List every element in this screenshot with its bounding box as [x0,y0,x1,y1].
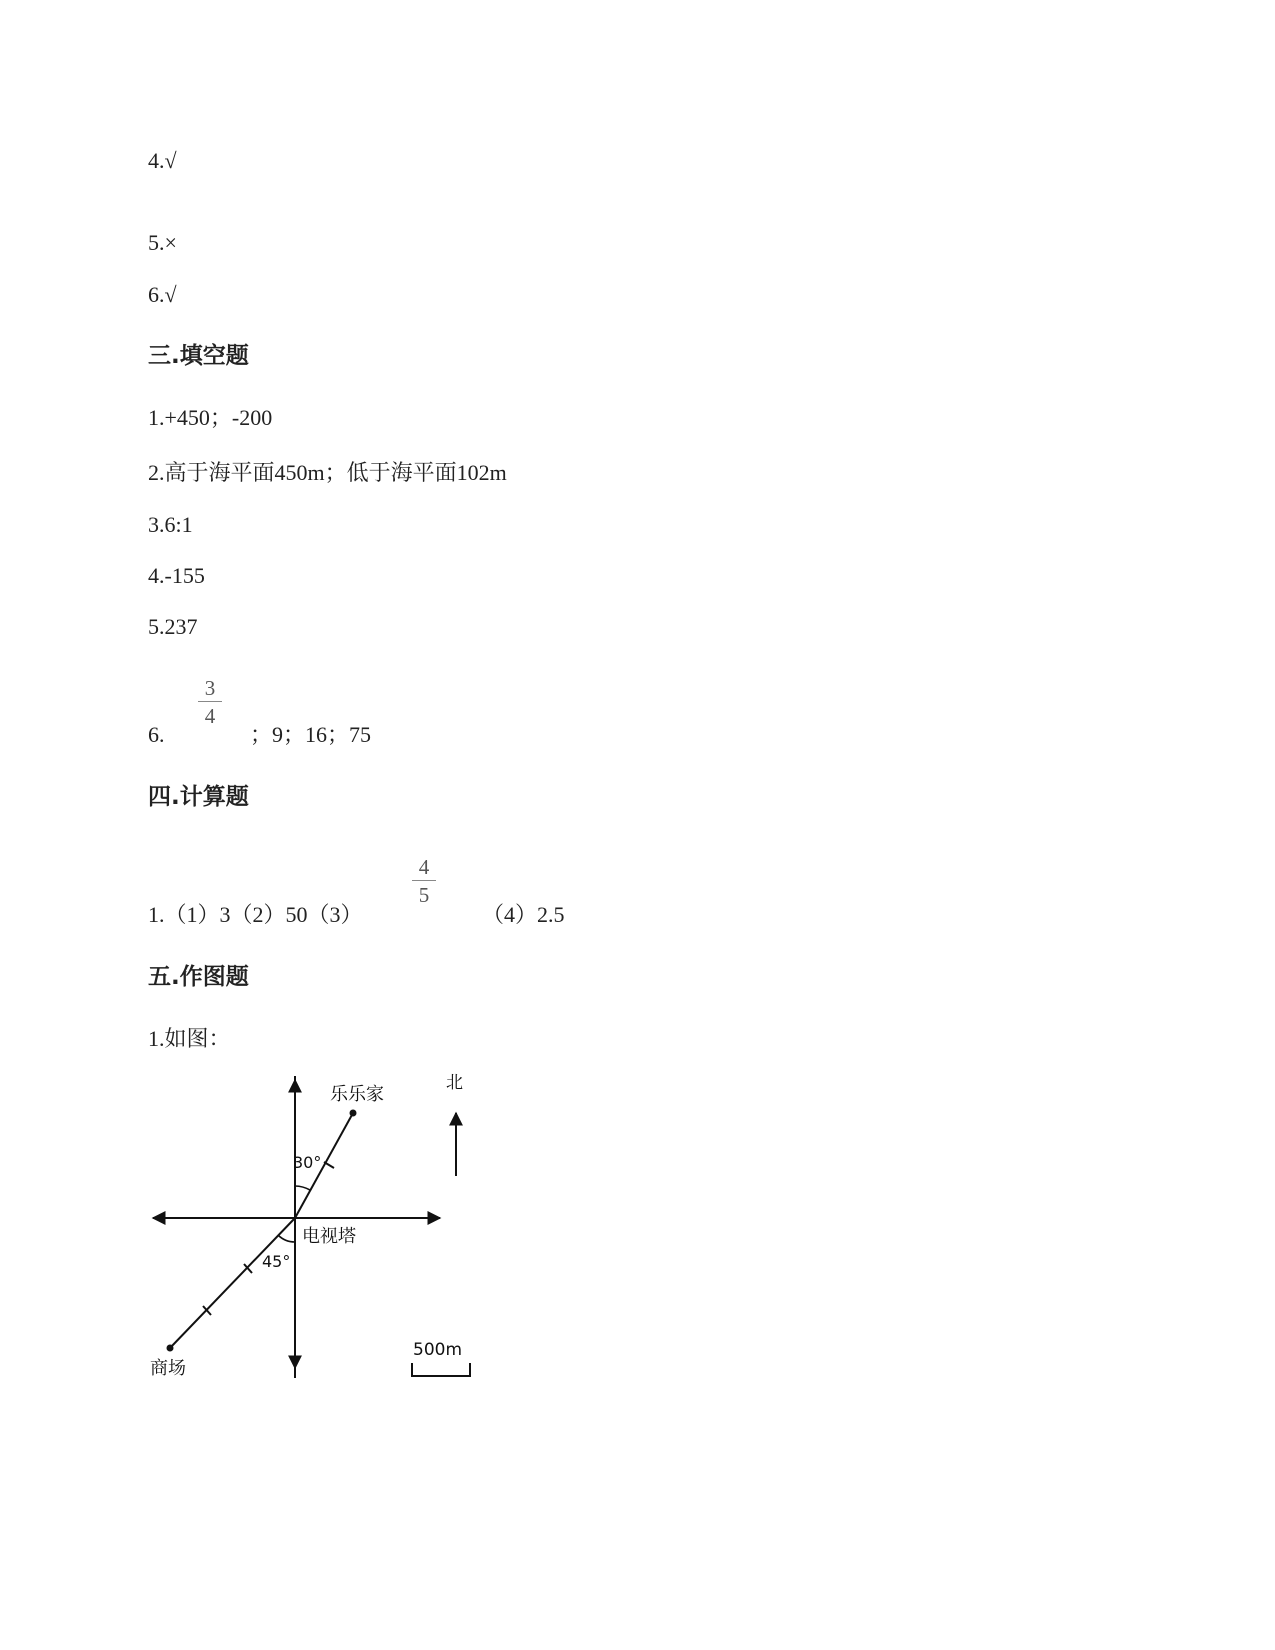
fraction-numerator: 3 [204,676,216,700]
answer-line-6: 6.√ [148,282,177,307]
mall-point [167,1345,174,1352]
fraction-numerator: 4 [418,855,430,879]
scale-tick [324,1162,334,1168]
home-point [350,1110,357,1117]
section-heading-calculation: 四.计算题 [148,784,249,810]
answer-line-4: 4.√ [148,148,177,173]
answer-line: 1.+450；-200 [148,405,273,430]
answer-line: 3.6:1 [148,512,193,537]
diagram-content [150,1073,470,1379]
direction-diagram [150,1070,490,1400]
fraction [198,677,222,727]
item-suffix: ；9；16；75 [250,722,372,747]
answer-line: 1.如图： [148,1026,231,1051]
mall-label: 商场 [150,1358,186,1379]
fraction [412,856,436,906]
answer-line: 2.高于海平面450m；低于海平面102m [148,460,507,485]
answer-line-5: 5.× [148,230,177,255]
north-label: 北 [446,1073,463,1093]
angle-arc-south [278,1235,295,1242]
scale-label: 500m [413,1340,463,1360]
answer-line: 5.237 [148,614,198,639]
angle-arc-north [295,1186,310,1190]
item-prefix: 1.（1）3（2）50（3） [148,902,363,927]
fraction-denominator: 4 [204,704,216,728]
answer-line: 4.-155 [148,563,205,588]
item-suffix: （4）2.5 [482,902,565,927]
section-heading-fill-blank: 三.填空题 [148,343,249,369]
section-heading-drawing: 五.作图题 [148,964,249,990]
line-to-mall [170,1218,295,1348]
fraction-bar [412,880,436,881]
item-prefix: 6. [148,722,165,747]
angle-label-north: 30° [293,1153,322,1172]
home-label: 乐乐家 [330,1084,384,1105]
scale-bar [412,1363,470,1376]
angle-label-south: 45° [262,1252,291,1271]
fraction-denominator: 5 [418,883,430,907]
fraction-bar [198,701,222,702]
tower-label: 电视塔 [302,1226,356,1247]
